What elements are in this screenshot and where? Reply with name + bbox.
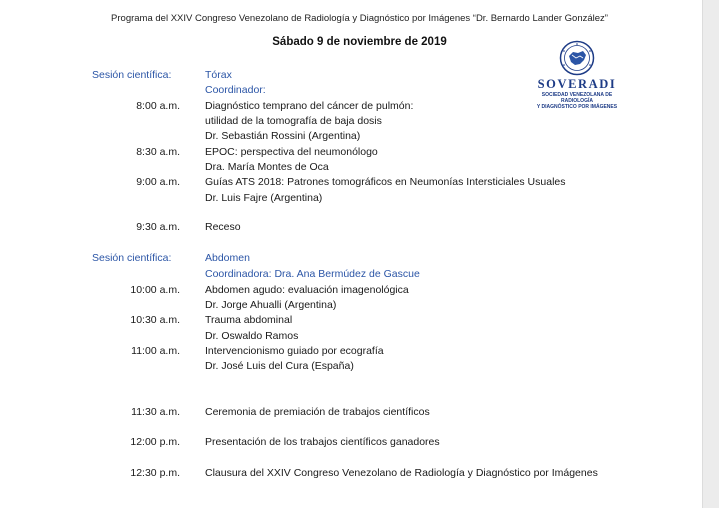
agenda-speaker: Dr. José Luis del Cura (España)	[205, 360, 354, 372]
soveradi-logo	[531, 40, 623, 108]
logo-subtitle	[531, 92, 623, 110]
agenda-title: utilidad de la tomografía de baja dosis	[205, 115, 382, 127]
agenda-time: 11:00 a.m.	[131, 345, 180, 357]
agenda-time: 9:00 a.m.	[136, 176, 180, 188]
logo-subtitle-line1: SOCIEDAD VENEZOLANA DE RADIOLOGÍA	[541, 92, 613, 104]
agenda-speaker: Dr. Sebastián Rossini (Argentina)	[205, 130, 361, 142]
agenda-title: Guías ATS 2018: Patrones tomográficos en Neumonías Intersticiales Usuales	[205, 176, 566, 188]
session-coordinator: Coordinador:	[205, 84, 266, 96]
session-coordinator: Coordinadora: Dra. Ana Bermúdez de Gascue	[205, 268, 420, 280]
agenda-time: 12:30 p.m.	[130, 467, 180, 479]
session-label: Sesión científica:	[92, 252, 172, 264]
vertical-scrollbar[interactable]	[702, 0, 719, 508]
agenda-time: 11:30 a.m.	[131, 406, 180, 418]
agenda-time: 10:00 a.m.	[130, 284, 180, 296]
logo-wordmark: SOVERADI	[537, 77, 617, 91]
session-topic: Abdomen	[205, 252, 250, 264]
agenda-title: EPOC: perspectiva del neumonólogo	[205, 146, 378, 158]
agenda-title: Diagnóstico temprano del cáncer de pulmón:	[205, 100, 414, 112]
agenda-title: Receso	[205, 221, 241, 233]
logo-subtitle-line2: Y DIAGNÓSTICO POR IMÁGENES	[536, 104, 618, 110]
closing-event: Ceremonia de premiación de trabajos científicos	[205, 406, 430, 418]
session-label: Sesión científica:	[92, 69, 172, 81]
program-date: Sábado 9 de noviembre de 2019	[272, 36, 447, 48]
closing-event: Presentación de los trabajos científicos ganadores	[205, 436, 440, 448]
program-header: Programa del XXIV Congreso Venezolano de Radiología y Diagnóstico por Imágenes “Dr. Bernardo Lander González”	[111, 13, 608, 24]
agenda-title: Intervencionismo guiado por ecografía	[205, 345, 384, 357]
seal-icon	[559, 40, 595, 76]
agenda-title: Trauma abdominal	[205, 314, 293, 326]
agenda-time: 8:30 a.m.	[136, 146, 180, 158]
agenda-time: 12:00 p.m.	[130, 436, 180, 448]
agenda-speaker: Dra. María Montes de Oca	[205, 161, 329, 173]
session-topic: Tórax	[205, 69, 232, 81]
agenda-time: 10:30 a.m.	[130, 314, 180, 326]
agenda-time: 8:00 a.m.	[136, 100, 180, 112]
agenda-speaker: Dr. Luis Fajre (Argentina)	[205, 192, 323, 204]
agenda-time: 9:30 a.m.	[136, 221, 180, 233]
agenda-speaker: Dr. Jorge Ahualli (Argentina)	[205, 299, 337, 311]
agenda-speaker: Dr. Oswaldo Ramos	[205, 330, 299, 342]
agenda-title: Abdomen agudo: evaluación imagenológica	[205, 284, 409, 296]
closing-event: Clausura del XXIV Congreso Venezolano de Radiología y Diagnóstico por Imágenes	[205, 467, 598, 479]
